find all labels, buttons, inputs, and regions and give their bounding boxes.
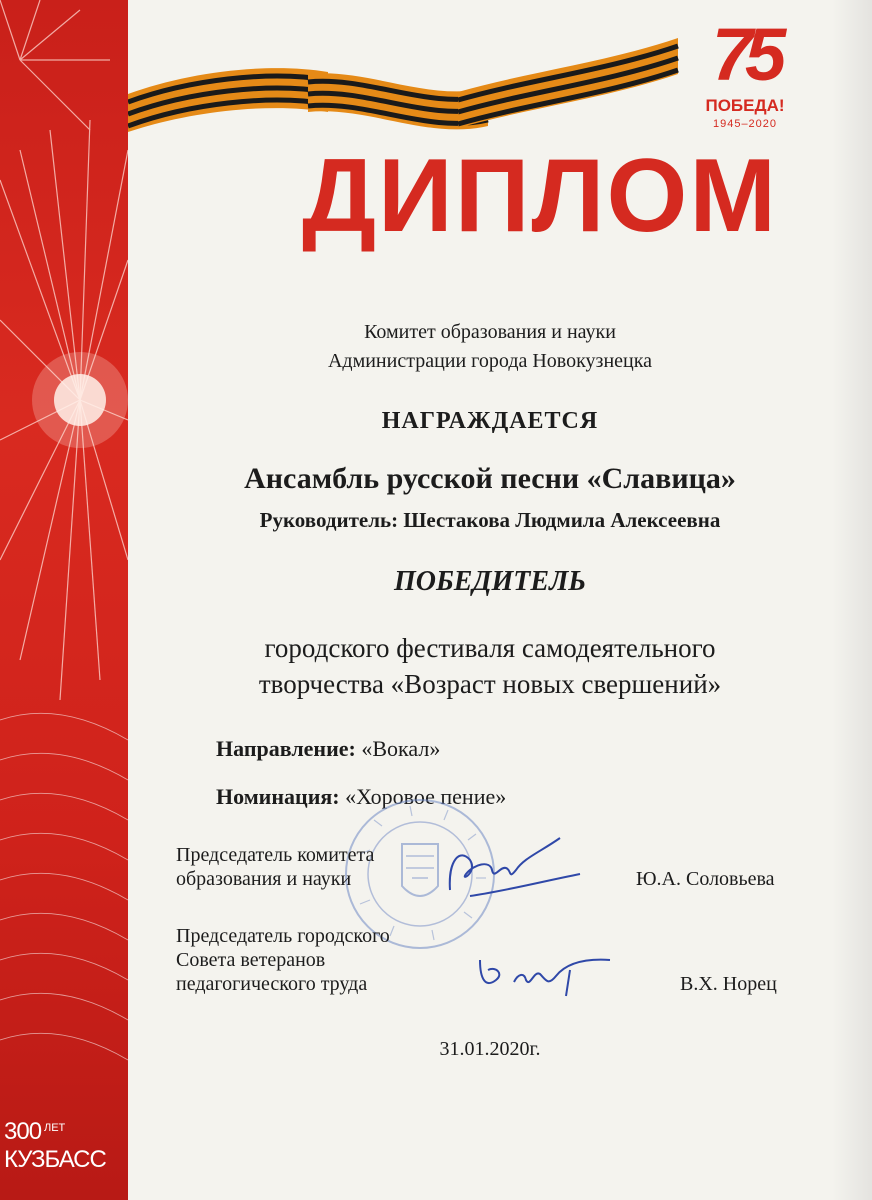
signatory-2-title-line-1: Председатель городского [176,925,390,947]
issuing-organization [170,318,810,376]
logo-word: ПОБЕДА! [705,96,785,115]
recipient-name: Ансамбль русской песни «Славица» [244,462,736,495]
scan-edge-shadow [832,0,872,1200]
diploma-title: ДИПЛОМ [301,138,779,254]
signatory-1-title-line-1: Председатель комитета [176,844,375,866]
direction-field [216,736,440,762]
festival-line-1: городского фестиваля самодеятельного [264,633,716,663]
organization-line-2: Администрации города Новокузнецка [327,350,653,372]
signatory-1-title-line-2: образования и науки [176,868,352,890]
victory-75-logo [690,10,800,130]
organization-line-1: Комитет образования и науки [364,321,616,343]
logo-number: 75 [711,13,779,96]
festival-line-2: творчества «Возраст новых свершений» [258,669,722,699]
signatory-2-title-line-2: Совета ветеранов [176,949,326,971]
st-george-ribbon-icon [128,32,688,132]
place-title: ПОБЕДИТЕЛЬ [393,566,587,597]
signatory-2-title [176,924,390,996]
nomination-value: «Хоровое пение» [345,784,507,809]
jubilee-region: КУЗБАСС [4,1146,106,1173]
kuzbass-300-logo [0,1096,128,1186]
direction-label: Направление: [216,736,356,761]
signature-2-icon [470,940,620,1000]
signature-1-icon [430,830,590,910]
recipient-leader: Руководитель: Шестакова Людмила Алексеевна [259,508,721,532]
logo-years: 1945–2020 [712,118,778,130]
direction-value: «Вокал» [361,736,441,761]
signatory-2-name: В.Х. Норец [680,973,777,995]
signatory-1-name: Ю.А. Соловьева [636,868,775,890]
nomination-label: Номинация: [216,784,340,809]
jubilee-word: ЛЕТ [44,1122,66,1134]
signatory-1-title [176,843,374,891]
issue-date: 31.01.2020г. [439,1038,541,1060]
jubilee-number: 300 [4,1118,42,1145]
firework-illustration [0,0,128,1200]
signatory-2-title-line-3: педагогического труда [176,973,368,995]
firework-strip [0,0,128,1200]
awarded-label: НАГРАЖДАЕТСЯ [381,408,599,434]
festival-name [170,630,810,702]
